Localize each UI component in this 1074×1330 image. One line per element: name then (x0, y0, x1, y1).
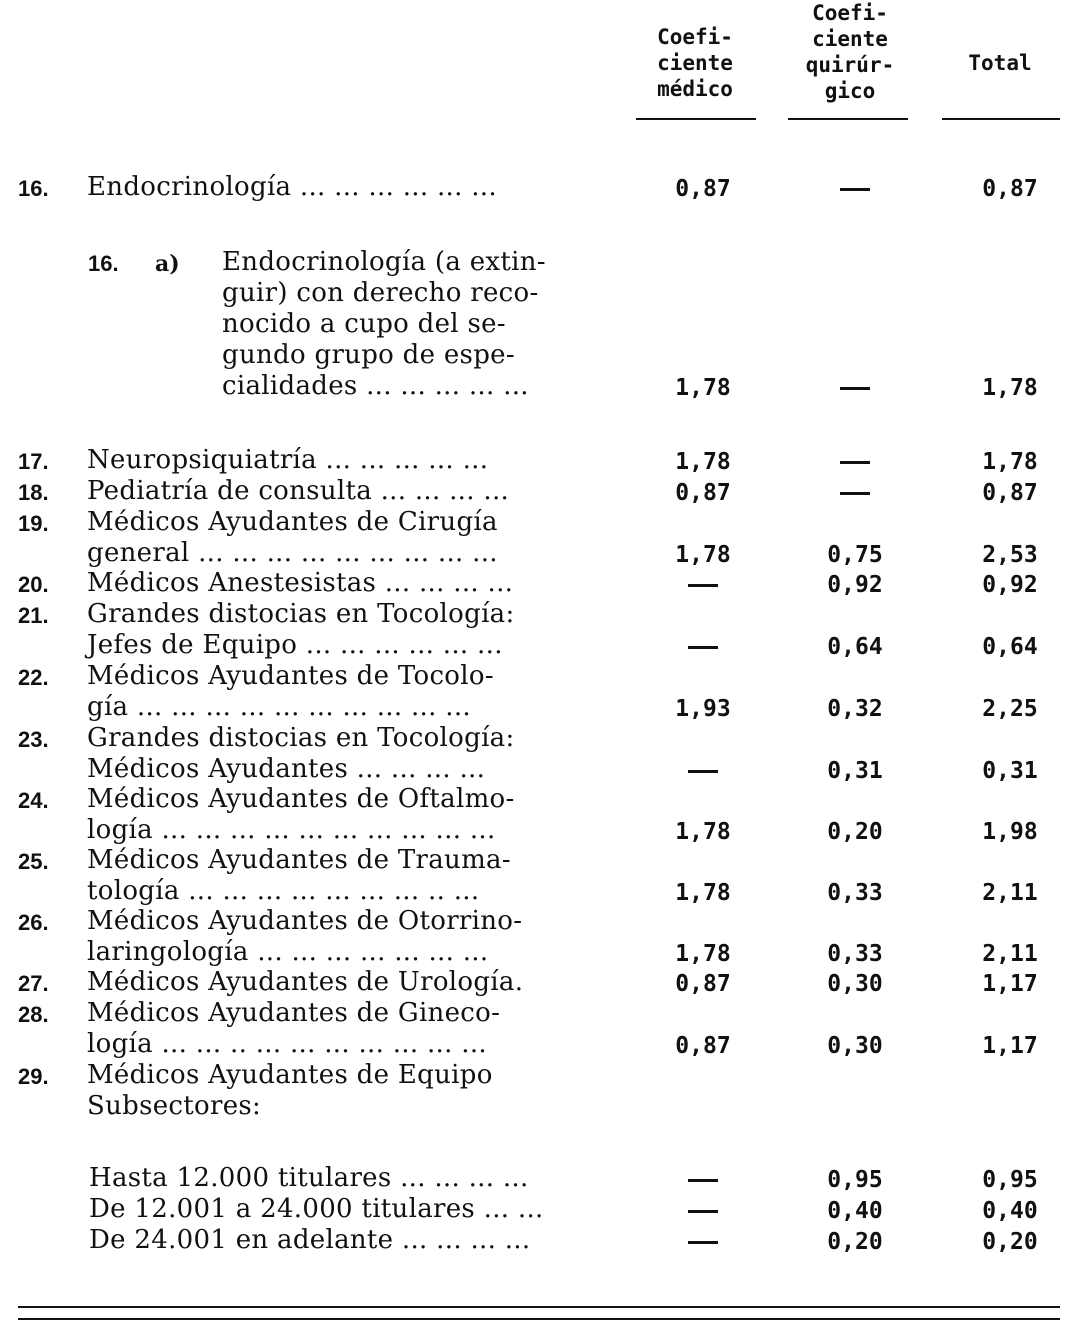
coef-medico: 1,78 (675, 941, 731, 967)
row-number: 26. (18, 910, 49, 935)
row-number: 18. (18, 480, 49, 505)
row-label: Médicos Ayudantes ... ... ... ... (87, 754, 486, 784)
row-label: gundo grupo de espe- (222, 340, 515, 370)
coef-quirurgico (800, 174, 910, 204)
row-label: logía ... ... .. ... ... ... ... ... ... ... (87, 1029, 487, 1059)
total: 0,87 (982, 480, 1038, 506)
row-label: Médicos Ayudantes de Cirugía (87, 507, 498, 537)
header-line: médico (657, 77, 733, 101)
row-label: Grandes distocias en Tocología: (87, 723, 515, 753)
coef-medico: 1,78 (675, 542, 731, 568)
header-line: Coefi- (812, 1, 888, 25)
header-line: Coefi- (657, 25, 733, 49)
coef-medico: 1,93 (675, 696, 731, 722)
header-line: ciente (657, 51, 733, 75)
coef-medico (648, 756, 758, 786)
row-label: Grandes distocias en Tocología: (87, 599, 515, 629)
coef-quirurgico (800, 447, 910, 477)
coef-medico: 0,87 (675, 971, 731, 997)
coef-quirurgico: 0,95 (827, 1167, 883, 1193)
dash-icon (688, 646, 718, 649)
row-label: Subsectores: (87, 1091, 262, 1121)
row-number: 23. (18, 727, 49, 752)
coef-quirurgico: 0,30 (827, 1033, 883, 1059)
row-number: 19. (18, 511, 49, 536)
row-number: 28. (18, 1002, 49, 1027)
column-header-total: Total (968, 51, 1032, 75)
coef-medico (648, 1165, 758, 1195)
row-number: 29. (18, 1064, 49, 1089)
total: 2,11 (982, 941, 1038, 967)
coef-quirurgico: 0,20 (827, 819, 883, 845)
coef-medico: 1,78 (675, 375, 731, 401)
dash-icon (840, 387, 870, 390)
row-number: 25. (18, 849, 49, 874)
row-label: logía ... ... ... ... ... ... ... ... ... ... (87, 815, 496, 845)
header-line: ciente (812, 27, 888, 51)
row-number: 27. (18, 971, 49, 996)
dash-icon (688, 1241, 718, 1244)
row-label: Endocrinología (a extin- (222, 247, 546, 277)
coef-quirurgico: 0,33 (827, 941, 883, 967)
row-label: De 12.001 a 24.000 titulares ... ... (89, 1194, 544, 1224)
row-number: 21. (18, 603, 49, 628)
coef-medico: 1,78 (675, 449, 731, 475)
coef-medico: 0,87 (675, 1033, 731, 1059)
coef-quirurgico: 0,40 (827, 1198, 883, 1224)
total: 0,64 (982, 634, 1038, 660)
row-label: Médicos Anestesistas ... ... ... ... (87, 568, 514, 598)
total: 2,11 (982, 880, 1038, 906)
total: 0,92 (982, 572, 1038, 598)
coef-quirurgico: 0,75 (827, 542, 883, 568)
row-label: Médicos Ayudantes de Tocolo- (87, 661, 494, 691)
dash-icon (840, 188, 870, 191)
coef-quirurgico: 0,30 (827, 971, 883, 997)
coef-medico: 1,78 (675, 880, 731, 906)
row-label: laringología ... ... ... ... ... ... ... (87, 937, 489, 967)
row-label: nocido a cupo del se- (222, 309, 506, 339)
coef-medico (648, 570, 758, 600)
row-label: general ... ... ... ... ... ... ... ... ... (87, 538, 498, 568)
row-label: Médicos Ayudantes de Equipo (87, 1060, 493, 1090)
row-number: 22. (18, 665, 49, 690)
bottom-rule-top (18, 1306, 1060, 1308)
row-label: gía ... ... ... ... ... ... ... ... ... ... (87, 692, 471, 722)
row-number: 20. (18, 572, 49, 597)
dash-icon (688, 584, 718, 587)
row-number: 24. (18, 788, 49, 813)
coef-quirurgico: 0,64 (827, 634, 883, 660)
total: 0,40 (982, 1198, 1038, 1224)
column-header-coeficiente-medico (630, 24, 760, 102)
coef-quirurgico: 0,20 (827, 1229, 883, 1255)
coef-quirurgico (800, 478, 910, 508)
coef-medico (648, 1227, 758, 1257)
total: 0,87 (982, 176, 1038, 202)
coef-quirurgico: 0,32 (827, 696, 883, 722)
dash-icon (840, 492, 870, 495)
total: 1,98 (982, 819, 1038, 845)
bottom-rule-bottom (18, 1318, 1060, 1320)
header-line: gico (824, 79, 876, 103)
row-label: Pediatría de consulta ... ... ... ... (87, 476, 510, 506)
row-number: 16. (18, 176, 49, 201)
dash-icon (688, 1179, 718, 1182)
coef-quirurgico: 0,92 (827, 572, 883, 598)
row-label: guir) con derecho reco- (222, 278, 539, 308)
row-label: De 24.001 en adelante ... ... ... ... (89, 1225, 531, 1255)
coef-medico (648, 632, 758, 662)
coef-quirurgico: 0,31 (827, 758, 883, 784)
header-rule-quirurgico (788, 118, 908, 120)
coef-quirurgico (800, 373, 910, 403)
row-label: Jefes de Equipo ... ... ... ... ... ... (87, 630, 503, 660)
row-sub-letter: a) (155, 251, 180, 277)
total: 0,20 (982, 1229, 1038, 1255)
row-number: 17. (18, 449, 49, 474)
row-label: Neuropsiquiatría ... ... ... ... ... (87, 445, 489, 475)
row-label: tología ... ... ... ... ... ... ... .. ... (87, 876, 480, 906)
coef-quirurgico: 0,33 (827, 880, 883, 906)
total: 1,17 (982, 971, 1038, 997)
total: 1,78 (982, 375, 1038, 401)
dash-icon (688, 770, 718, 773)
total: 2,25 (982, 696, 1038, 722)
row-label: Médicos Ayudantes de Oftalmo- (87, 784, 515, 814)
header-line: quirúr- (805, 53, 895, 77)
row-label: Endocrinología ... ... ... ... ... ... (87, 172, 497, 202)
total: 1,17 (982, 1033, 1038, 1059)
coef-medico (648, 1196, 758, 1226)
column-header-coeficiente-quirurgico (785, 0, 915, 104)
header-rule-total (942, 118, 1060, 120)
dash-icon (840, 461, 870, 464)
dash-icon (688, 1210, 718, 1213)
coef-medico: 1,78 (675, 819, 731, 845)
total: 1,78 (982, 449, 1038, 475)
header-rule-medico (636, 118, 756, 120)
total: 0,95 (982, 1167, 1038, 1193)
row-label: Hasta 12.000 titulares ... ... ... ... (89, 1163, 529, 1193)
row-label: Médicos Ayudantes de Trauma- (87, 845, 511, 875)
coef-medico: 0,87 (675, 176, 731, 202)
row-label: Médicos Ayudantes de Otorrino- (87, 906, 523, 936)
coef-medico: 0,87 (675, 480, 731, 506)
row-label: Médicos Ayudantes de Urología. (87, 967, 524, 997)
row-label: Médicos Ayudantes de Gineco- (87, 998, 501, 1028)
row-number: 16. (88, 251, 119, 276)
row-label: cialidades ... ... ... ... ... (222, 371, 529, 401)
total: 2,53 (982, 542, 1038, 568)
total: 0,31 (982, 758, 1038, 784)
